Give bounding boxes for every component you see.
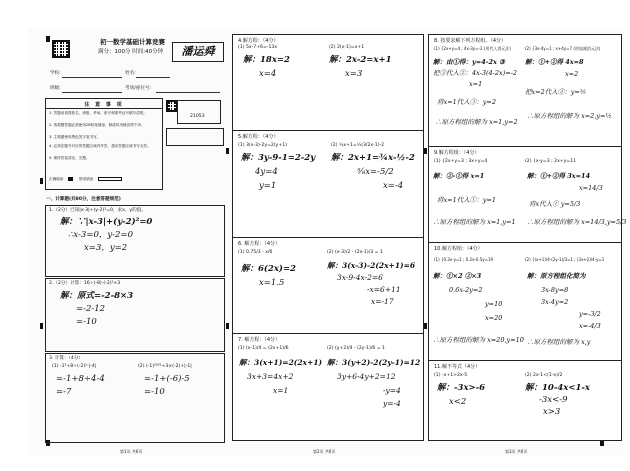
q9-answer-line: 将x代入① y=5/3 [529, 200, 581, 208]
q3-sub2: (2) (-1)²⁰²¹+3×(-2)+|-1| [138, 364, 192, 369]
q5-answer-line: 4y=4 [255, 167, 278, 177]
q8-answer-line: 解：①+②得 4x=8 [525, 58, 584, 66]
notice-box [45, 98, 163, 190]
q8-answer-line: 将x=1代入③：y=2 [437, 98, 497, 106]
q9-sub1: (1) {2x+y=3 ; 3x+y=4 [434, 159, 488, 164]
name-label: 姓名: [125, 71, 136, 76]
q5-answer-line: ⅝x=-5/2 [357, 167, 394, 177]
section1-title: 一、计算题(共80分，注意答题规范) [46, 197, 121, 202]
q2-answer-line: 解：原式=-2-8×3 [60, 291, 134, 301]
q7-answer-line: y=-4 [383, 399, 401, 408]
q11-box [429, 361, 621, 440]
score-time: 满分：100分 时间:40分钟 [98, 49, 164, 55]
q5-answer-line: 解：2x+1=¾x-½-2 [331, 153, 415, 163]
q10-answer-line: 3x-8y=8 [541, 286, 569, 294]
notice-item: 1. 答题前请将姓名、班级、考场、座号和准考证号填写清楚。 [49, 111, 148, 115]
column-3 [428, 34, 627, 441]
q7-title: 7. 解方程：（4分） [238, 337, 281, 343]
q5-answer-line: x=-4 [383, 181, 404, 191]
q7-box [233, 334, 423, 440]
q3-sub1: (1) -1²+8÷(-2)²-|-4| [52, 364, 97, 369]
q11-title: 11.解不等式（4分） [434, 364, 481, 370]
notice-item: 3. 主观题使用黑色签字笔书写。 [49, 135, 101, 139]
q3-answer-line: =-10 [144, 387, 165, 397]
q11-answer-line: x<2 [449, 397, 467, 407]
q1-answer-line: ∴x-3=0，y-2=0 [68, 230, 133, 240]
q8-answer-line: 解：由①得：y=4-2x ③ [433, 58, 505, 66]
qr-code [52, 40, 70, 58]
q8-answer-line: ∴原方程组的解为 x=2,y=½ [527, 112, 612, 120]
q9-answer-line: 解：②-①得 x=1 [433, 172, 485, 180]
q9-answer-line: 将x=1代入①：y=1 [437, 196, 497, 204]
q11-answer-line: -3x<-9 [539, 395, 568, 405]
q11-answer-line: 解：10-4x<1-x [525, 383, 590, 393]
notice-item: 5. 保持答卷清洁、完整。 [49, 156, 90, 160]
registration-mark [226, 323, 229, 329]
q1-box [45, 205, 225, 277]
registration-mark [40, 178, 43, 184]
q10-answer-line: ∴原方程组的解为 x,y [527, 338, 591, 346]
q10-answer-line: y=-3/2 [579, 310, 601, 318]
q8-title: 8. 按要求解下列方程组。（4分） [434, 38, 507, 44]
school-label: 学校: [50, 71, 61, 76]
registration-mark [40, 323, 43, 329]
q10-answer-line: 0.6x-2y=2 [449, 286, 483, 294]
q6-answer-line: 3x-9-4x-2=6 [337, 273, 383, 282]
registration-mark [46, 36, 50, 42]
q4-sub1: (1) 5x-7+6=-13x [238, 45, 278, 50]
q7-answer-line: -y=4 [383, 386, 401, 395]
q8-box [429, 35, 621, 147]
exam-no-label: 考场/座位号: [125, 86, 152, 91]
q3-prompt: 3. 计算：（4分） [49, 356, 84, 361]
page-footer: 第2页 共6页 [313, 449, 336, 454]
q4-box [233, 35, 423, 131]
registration-mark [424, 323, 427, 329]
exam-title: 初一数学基础计算竞赛 [100, 38, 165, 46]
notice-item: 4. 必须在题号对应的答题区域内作答，超出答题区域书写无效。 [49, 144, 151, 148]
q8-answer-line: 把x=2代入②：y=½ [525, 88, 587, 96]
q3-answer-line: =-1+(-6)-5 [144, 374, 190, 384]
page-footer: 第3页 共6页 [505, 449, 528, 454]
q4-answer-line: 解：2x-2=x+1 [329, 55, 392, 65]
q9-answer-line: x=14/3 [579, 184, 603, 192]
q11-answer-line: x>3 [543, 407, 561, 417]
student-id: 21053 [190, 114, 205, 119]
notice-title: 注 意 事 项 [84, 102, 124, 108]
q8-sub1: (1) {2x+y=4 ; 4x-3y=-2 (用代入消元法) [434, 46, 511, 51]
q10-answer-line: 解：原方程组化简为 [527, 272, 586, 280]
q6-box [233, 238, 423, 334]
column-2 [232, 34, 424, 441]
q7-answer-line: x=1 [273, 386, 289, 395]
q10-answer-line: ∴原方程组的解为 x=20,y=10 [433, 336, 524, 344]
wrong-fill-samples [98, 177, 122, 181]
q6-answer-line: x=-17 [371, 297, 394, 306]
registration-mark [226, 148, 229, 154]
q2-answer-line: =-2-12 [76, 304, 106, 314]
student-name: 潘运舜 [172, 42, 224, 62]
q3-answer-line: =-7 [56, 387, 72, 397]
q10-answer-line: x=20 [485, 314, 503, 322]
q5-title: 5.解方程：（4分） [238, 134, 279, 140]
q1-answer-line: x=3，y=2 [84, 243, 128, 253]
q6-answer-line: 解：3(x-3)-2(2x+1)=6 [327, 261, 416, 270]
q5-sub1: (1) 3(x-3)-2y=2(y+1) [238, 143, 287, 148]
q10-sub2: (2) {(x+1)/4-(2y-1)/3=1 ; (3x+2)/4-y=1 [525, 257, 605, 262]
q5-box [233, 131, 423, 238]
q10-sub1: (1) {0.3x-y=1 ; 0.2x-0.5y=19 [434, 257, 494, 262]
q11-sub1: (1) -x+1>2x-5 [434, 373, 468, 378]
q2-box [45, 278, 225, 352]
q6-answer-line: -x=6+11 [367, 285, 401, 294]
q5-answer-line: 解：3y-9-1=2-2y [241, 153, 316, 163]
notice-item: 2. 客观题答题必须使用2B铅笔填涂，修改时用橡皮擦干净。 [49, 123, 145, 127]
q10-answer-line: y=10 [485, 300, 503, 308]
q7-sub2: (2) (y+2)/4 - (2y-1)/6 = 1 [327, 346, 385, 351]
q7-answer-line: 3x+3=4x+2 [247, 372, 294, 381]
absent-box [166, 128, 224, 146]
q1-answer-line: 解：∵|x-3|+(y-2)²=0 [60, 217, 153, 227]
q8-answer-line: x=1 [469, 80, 483, 88]
page-footer: 第1页 共6页 [120, 449, 143, 454]
q9-box [429, 147, 627, 243]
q11-sub2: (2) 2x-1<(1-x)/2 [525, 373, 563, 378]
q9-title: 9.解方程组：（4分） [434, 150, 480, 156]
q9-answer-line: 解：①+②得 3x=14 [527, 172, 591, 180]
correct-fill-sample [68, 177, 73, 181]
school-field[interactable] [62, 77, 122, 78]
q3-box [45, 353, 225, 443]
q9-sub2: (2) {x-y=3 ; 2x+y=11 [525, 159, 577, 164]
q10-title: 10.解方程组：（4分） [434, 246, 483, 252]
q9-answer-line: ∴原方程组的解为 x=1,y=1 [433, 218, 516, 226]
name-field[interactable] [136, 77, 170, 78]
exam-no-field[interactable] [156, 92, 220, 93]
q8-answer-line: 把③代入②：4x-3(4-2x)=-2 [433, 69, 518, 77]
class-label: 班级: [50, 86, 61, 91]
q4-title: 4.解方程：（4分） [238, 38, 279, 44]
q6-sub2: (2) (x-3)/2 - (2x-1)/3 = 1 [327, 250, 383, 255]
q7-answer-line: 3y+6-4y+2=12 [337, 372, 396, 381]
wrong-fill-label: 错误填涂 [79, 177, 94, 181]
class-field[interactable] [62, 92, 122, 93]
q6-answer-line: x=1.5 [259, 278, 285, 288]
q6-answer-line: 解：6(2x)=2 [241, 264, 296, 274]
q7-sub1: (1) (x-1)/4 = (2x+1)/6 [238, 346, 289, 351]
q1-prompt: 1.（2分）已知|x-3|+(y-2)²=0，求x、y的值。 [49, 208, 146, 213]
q4-answer-line: 解：18x=2 [243, 55, 290, 65]
q10-answer-line: x=-4/3 [579, 322, 601, 330]
q8-answer-line: x=2 [565, 70, 579, 78]
q10-answer-line: 3x-4y=2 [541, 298, 569, 306]
q2-prompt: 2.（2分）计算：16÷(-8)-(-2)²×3 [49, 281, 121, 286]
q2-answer-line: =-10 [76, 317, 97, 327]
correct-fill-label: 正确填涂 [49, 177, 64, 181]
q4-answer-line: x=3 [345, 69, 363, 79]
q11-answer-line: 解：-3x>-6 [437, 383, 486, 393]
registration-mark [424, 148, 427, 154]
q8-answer-line: ∴原方程组的解为 x=1,y=2 [435, 118, 518, 126]
q3-answer-line: =-1+8÷4-4 [56, 374, 105, 384]
q10-box [429, 243, 621, 361]
q5-sub2: (2) ½x+1=½(3/2x-1)-2 [331, 143, 385, 148]
q5-answer-line: y=1 [259, 181, 277, 191]
id-stamp [177, 100, 221, 124]
q4-sub2: (2) 2(x-1)=x+1 [329, 45, 365, 50]
q4-answer-line: x=4 [259, 69, 277, 79]
q7-answer-line: 解：3(x+1)=2(2x+1) [239, 358, 323, 367]
q6-title: 6. 解方程：（4分） [238, 241, 281, 247]
q6-sub1: (1) 0.75/3 - x/6 [238, 250, 273, 255]
q7-answer-line: 解：3(y+2)-2(2y-1)=12 [327, 358, 421, 367]
q10-answer-line: 解：①×2 ②×3 [433, 272, 482, 280]
q9-answer-line: ∴原方程组的解为 x=14/3,y=5/3 [527, 218, 627, 226]
q8-sub2: (2) {3x-4y=1 ; x+4y=7 (用加减消元法) [525, 46, 601, 51]
